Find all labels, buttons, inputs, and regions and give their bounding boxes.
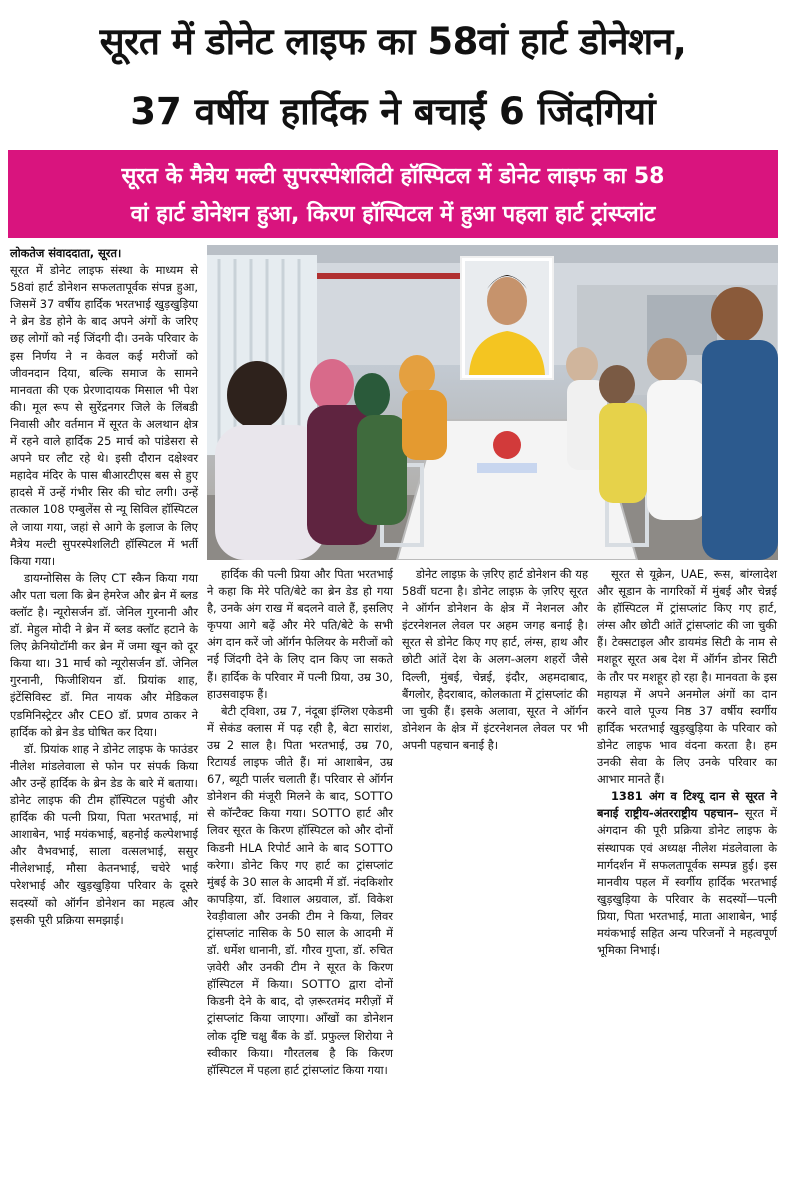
- byline: लोकतेज संवाददाता, सूरत।: [10, 246, 122, 260]
- article-paragraph-4: हार्दिक की पत्नी प्रिया और पिता भरतभाई ने कहा कि मेरे पति/बेटे का ब्रेन डेड हो गया है, उनके अंग राख में बदलने वाले हैं, इसलिए कृपया आगे बढ़ें और मेरे पति/बेटे के सभी अंग दान करें जो ऑर्गन फेलियर के मरीजों को नई जिंदगी देने के लिए दान किए जा सकते हैं। हार्दिक के परिवार में पत्नी प्रिया, उम्र 30, हाउसवाइफ हैं।: [207, 567, 393, 701]
- article-paragraph-8: [597, 788, 777, 959]
- article-paragraph-8-text: सूरत में अंगदान की पूरी प्रक्रिया डोनेट लाइफ के संस्थापक एवं अध्यक्ष नीलेश मंडलेवाला के मार्गदर्शन में सफलतापूर्वक सम्पन्न हुई। इस मानवीय पहल में स्वर्गीय हार्दिक भरतभाई खुड़खुड़िया के परिवार के सदस्यों—पत्नी प्रिया, पिता भरतभाई, माता आशाबेन, भाई मयंकभाई सहित अन्य परिजनों ने महत्वपूर्ण भूमिका निभाई।: [597, 806, 777, 958]
- subheadline-banner: [8, 150, 778, 238]
- subheadline-line-2: वां हार्ट डोनेशन हुआ, किरण हॉस्पिटल में हुआ पहला हार्ट ट्रांस्प्लांट: [130, 202, 656, 227]
- article-column-2: [207, 566, 393, 1079]
- article-paragraph-1: सूरत में डोनेट लाइफ संस्था के माध्यम से 58वां हार्ट डोनेशन सफलतापूर्वक संपन्न हुआ, जिसमें 37 वर्षीय हार्दिक भरतभाई खुड़खुड़िया ने ब्रेन डेड होने के बाद अपने अंगों के जरिए छह लोगों को नई जिंदगी दी। उनके परिवार के इस निर्णय ने न केवल कई मरीजों को जीवनदान दिया, बल्कि समाज के सामने मानवता की एक प्रेरणादायक मिसाल भी पेश की। मूल रूप से सुरेंद्रनगर जिले के लिंबडी निवासी और वर्तमान में सूरत के अलथान क्षेत्र में रहने वाले हार्दिक 25 मार्च को पांडेसरा से अपने घर लौट रहे थे। इसी दौरान दक्षेश्वर महादेव मंदिर के पास बीआरटीएस बस से हुए हादसे में उन्हें गंभीर सिर की चोट लगी। उन्हें तत्काल 108 एम्बुलेंस से न्यू सिविल हॉस्पिटल ले जाया गया, जहां से आगे के इलाज के लिए मैत्रेय मल्टी सुपरस्पेशलिटी हॉस्पिटल में भर्ती किया गया।: [10, 263, 198, 568]
- article-column-3: [402, 566, 588, 754]
- subheadline-line-1: सूरत के मैत्रेय मल्टी सुपरस्पेशलिटी हॉस्पिटल में डोनेट लाइफ का 58: [121, 164, 665, 189]
- article-column-4: [597, 566, 777, 959]
- headline-line-1: सूरत में डोनेट लाइफ का 58वां हार्ट डोनेशन,: [99, 20, 687, 63]
- article-paragraph-3: डॉ. प्रियांक शाह ने डोनेट लाइफ के फाउंडर नीलेश मांडलेवाला से फोन पर संपर्क किया और उन्हें हार्दिक के ब्रेन डेड के बारे में बताया। डोनेट लाइफ की टीम हॉस्पिटल पहुंची और हार्दिक की पत्नी प्रिया, पिता भरतभाई, मां आशाबेन, भाई मयंकभाई, बहनोई कल्पेशभाई और वैभवभाई, साला वत्सलभाई, ससुर नीलेशभाई, मौसा केतनभाई, चचेरे भाई परेशभाई और खुड़खुड़िया परिवार के दूसरे सदस्यों को ऑर्गन डोनेशन का महत्व और इसकी पूरी प्रक्रिया समझाई।: [10, 741, 198, 927]
- hospital-scene-illustration: [207, 245, 778, 560]
- article-paragraph-2: डायग्नोसिस के लिए CT स्कैन किया गया और पता चला कि ब्रेन हेमरेज और ब्रेन में ब्लड क्लॉट है। न्यूरोसर्जन डॉ. जेनिल गुरनानी और डॉ. मेहुल मोदी ने ब्रेन में ब्लड क्लॉट हटाने के लिए क्रेनियोटॉमी कर ब्रेन में जमा खून को दूर किया था। 31 मार्च को न्यूरोसर्जन डॉ. जेनिल गुरनानी, फिजीशियन डॉ. प्रियांक शाह, इंटेंसिविस्ट डॉ. मित नायक और मेडिकल एडमिनिस्ट्रेटर और CEO डॉ. प्रणव ठाकर ने हार्दिक को ब्रेन डेड घोषित कर दिया।: [10, 570, 198, 739]
- article-column-1: [10, 245, 198, 929]
- headline: [0, 0, 786, 150]
- article-paragraph-6: डोनेट लाइफ़ के ज़रिए हार्ट डोनेशन की यह 58वीं घटना है। डोनेट लाइफ़ के ज़रिए सूरत ने ऑर्गन डोनेशन के क्षेत्र में नेशनल और इंटरनेशनल लेवल पर अहम जगह बनाई है। सूरत से डोनेट किए गए हार्ट, लंग्स, हाथ और छोटी आंतें देश के अलग-अलग शहरों जैसे दिल्ली, मुंबई, चेन्नई, इंदौर, अहमदाबाद, बैंगलोर, हैदराबाद, कोलकाता में ट्रांसप्लांट की जा चुकी हैं। इसके अलावा, सूरत ने ऑर्गन डोनेशन के क्षेत्र में इंटरनेशनल लेवल पर भी अपनी पहचान बनाई है।: [402, 567, 588, 752]
- article-paragraph-7: सूरत से यूक्रेन, UAE, रूस, बांग्लादेश और सूडान के नागरिकों में मुंबई और चेन्नई के हॉस्पिटल में ट्रांसप्लांट किए गए हार्ट, लंग्स और छोटी आंतें ट्रांसप्लांट की जा चुकी हैं। टेक्सटाइल और डायमंड सिटी के नाम से मशहूर सूरत अब देश में ऑर्गन डोनर सिटी के तौर पर मशहूर हो रहा है। मानवता के इस महायज्ञ में अपने अनमोल अंगों का दान करने वाले पूज्य निष्ठ 37 वर्षीय स्वर्गीय हार्दिक भरतभाई खुड़खुड़िया के परिवार को डोनेट लाइफ भाव वंदना करता है। हम उनकी सेवा के लिए उनके परिवार का आभार मानते हैं।: [597, 567, 777, 787]
- news-photo: [207, 245, 778, 560]
- article-subheading: 1381 अंग व टिश्यू दान से सूरत ने बनाई राष्ट्रीय-अंतरराष्ट्रीय पहचान–: [597, 789, 777, 821]
- headline-line-2: 37 वर्षीय हार्दिक ने बचाईं 6 जिंदगियां: [130, 90, 656, 133]
- article-paragraph-5: बेटी ट्विशा, उम्र 7, नंदूबा इंग्लिश एकेडमी में सेकंड क्लास में पढ़ रही है, बेटा सारांश, उम्र 2 साल है। पिता भरतभाई, उम्र 70, रिटायर्ड लाइफ जीते हैं। मां आशाबेन, उम्र 67, ब्यूटी पार्लर चलाती हैं। परिवार से ऑर्गन डोनेशन की मंजूरी मिलने के बाद, SOTTO से कॉन्टैक्ट किया गया। SOTTO हार्ट और लिवर सूरत के किरण हॉस्पिटल को और दोनों किडनी HLA रिपोर्ट आने के बाद SOTTO करेगा। डोनेट किए गए हार्ट का ट्रांसप्लांट मुंबई के 30 साल के आदमी में डॉ. नंदकिशोर कापड़िया, डॉ. विशाल अग्रवाल, डॉ. विकेश रेवड़ीवाला और उनकी टीम ने किया, लिवर ट्रांसप्लांट नासिक के 50 साल के आदमी में डॉ. धर्मेश धानानी, डॉ. गौरव गुप्ता, डॉ. रुचित ज़वेरी और उनकी टीम ने सूरत के किरण हॉस्पिटल में किया। SOTTO द्वारा दोनों किडनी देने के बाद, दो ज़रूरतमंद मरीज़ों में ट्रांसप्लांट किया जाएगा। आँखों का डोनेशन लोक दृष्टि चक्षु बैंक के डॉ. प्रफुल्ल शिरोया ने स्वीकार किया। गौरतलब है कि किरण हॉस्पिटल में पहला हार्ट ट्रांसप्लांट किया गया।: [207, 703, 393, 1077]
